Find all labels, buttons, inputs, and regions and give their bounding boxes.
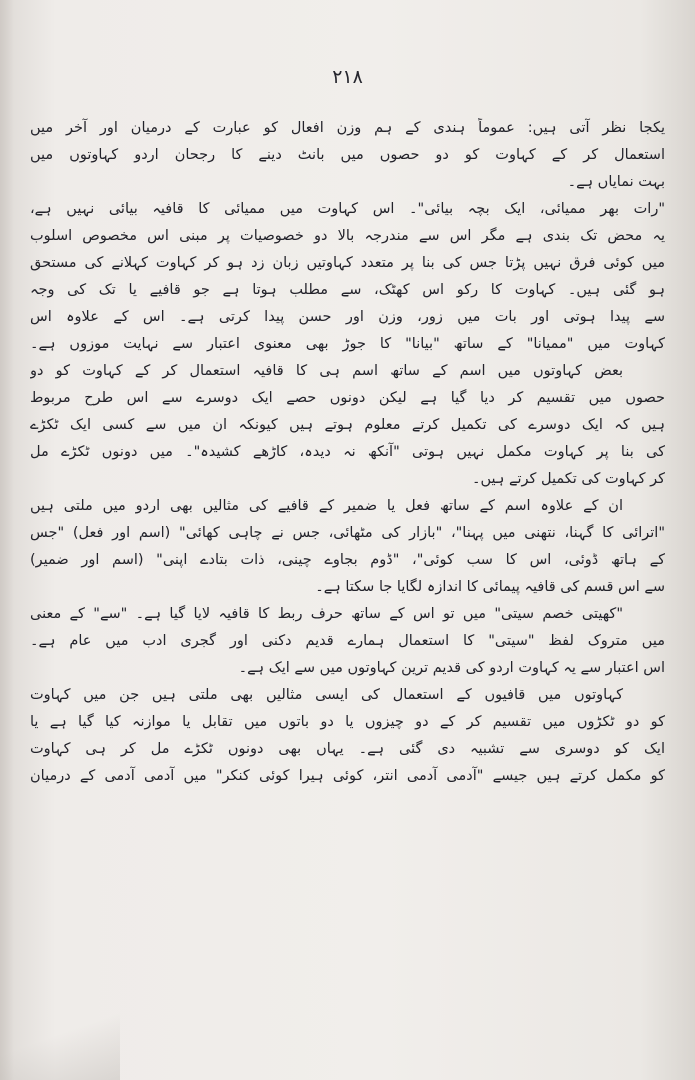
page-corner-shadow bbox=[0, 1010, 120, 1080]
text-line: "اترائی کا گہنا، نتھنی میں پہنا"، "بازار کی مٹھائی، جس نے چاہی کھائی" (اسم اور فعل) "جس bbox=[30, 525, 665, 541]
text-line: حصوں میں تقسیم کر دیا گیا ہے لیکن دونوں حصے ایک دوسرے سے اس طرح مربوط bbox=[30, 390, 665, 406]
text-line: بہت نمایاں ہے۔ bbox=[567, 174, 665, 190]
text-line: میں متروک لفظ "سیتی" کا استعمال ہمارے قدیم دکنی اور گجری ادب میں عام ہے۔ bbox=[30, 633, 665, 649]
text-line: کے ہاتھ ڈوئی، اس کا سب کوئی"، "ڈوم بجاوے چینی، ذات بتادے اپنی" (اسم اور ضمیر) bbox=[30, 552, 665, 568]
page-edge-shadow bbox=[0, 0, 14, 1080]
text-line: یکجا نظر آتی ہیں: عموماً ہندی کے ہم وزن افعال کو عبارت کے درمیان اور آخر میں bbox=[30, 120, 665, 136]
text-line: یہ محض تک بندی ہے مگر اس سے مندرجہ بالا دو خصوصیات پر مبنی اس مخصوص اسلوب bbox=[30, 228, 665, 244]
text-line: کو مکمل کرتے ہیں جیسے "آدمی آدمی انتر، کوئی ہیرا کوئی کنکر" میں آدمی آدمی کے درمیان bbox=[30, 768, 665, 784]
text-line: ایک کو دوسری سے تشبیہ دی گئی ہے۔ یہاں بھی دونوں ٹکڑے مل کر ہی کہاوت bbox=[30, 741, 665, 757]
text-line: کی بنا پر کہاوت مکمل نہیں ہوتی "آنکھ نہ دیدہ، کاڑھے کشیدہ"۔ میں دونوں ٹکڑے مل bbox=[30, 444, 665, 460]
text-line: اس اعتبار سے یہ کہاوت اردو کی قدیم ترین کہاوتوں میں سے ایک ہے۔ bbox=[238, 660, 665, 676]
text-line: کر کہاوت کی تکمیل کرتے ہیں۔ bbox=[471, 471, 665, 487]
body-text bbox=[30, 118, 665, 793]
page-number: ۲۱۸ bbox=[332, 66, 363, 88]
text-line: کہاوت میں "ممیانا" کے ساتھ "بیانا" کا جوڑ بھی معنوی اعتبار سے نہایت موزوں ہے۔ bbox=[30, 336, 665, 352]
text-line: ہو گئی ہیں۔ کہاوت کا رکو اس کھٹک، سے مطلب ہوتا ہے جو قافیے یا تک کی وجہ bbox=[30, 282, 665, 298]
text-line: ہیں کہ ایک دوسرے کی تکمیل کرتے معلوم ہوتے ہیں کیونکہ ان میں سے کسی ایک ٹکڑے bbox=[30, 417, 665, 433]
text-line: ان کے علاوہ اسم کے ساتھ فعل یا ضمیر کے قافیے کی مثالیں بھی اردو میں ملتی ہیں bbox=[30, 498, 623, 514]
text-line: "کھیتی خصم سیتی" میں تو اس کے ساتھ حرف ربط کا قافیہ لایا گیا ہے۔ "سے" کے معنی bbox=[30, 606, 623, 622]
text-line: استعمال کر کے کہاوت کو دو حصوں میں بانٹ دینے کا رجحان اردو کہاوتوں میں bbox=[30, 147, 665, 163]
text-line: میں کوئی فرق نہیں پڑتا جس کی بنا پر متعدد کہاوتیں زبان زد ہو کر کہاوت کہلانے کی مستحق bbox=[30, 255, 665, 271]
text-line: سے پیدا ہوتی اور بات میں زور، وزن اور حسن پیدا کرتی ہے۔ اس کے علاوہ اس bbox=[30, 309, 665, 325]
text-line: "رات بھر ممیائی، ایک بچہ بیائی"۔ اس کہاوت میں ممیائی کا قافیہ بیائی نہیں ہے، bbox=[30, 201, 665, 217]
text-line: کو دو ٹکڑوں میں تقسیم کر کے دو چیزوں یا دو باتوں میں تقابل یا موازنہ کیا گیا ہے یا bbox=[30, 714, 665, 730]
text-line: سے اس قسم کی قافیہ پیمائی کا اندازہ لگایا جا سکتا ہے۔ bbox=[315, 579, 665, 595]
text-line: بعض کہاوتوں میں اسم کے ساتھ اسم ہی کا قافیہ استعمال کر کے کہاوت کو دو bbox=[30, 363, 623, 379]
text-line: کہاوتوں میں قافیوں کے استعمال کی ایسی مثالیں بھی ملتی ہیں جن میں کہاوت bbox=[30, 687, 623, 703]
